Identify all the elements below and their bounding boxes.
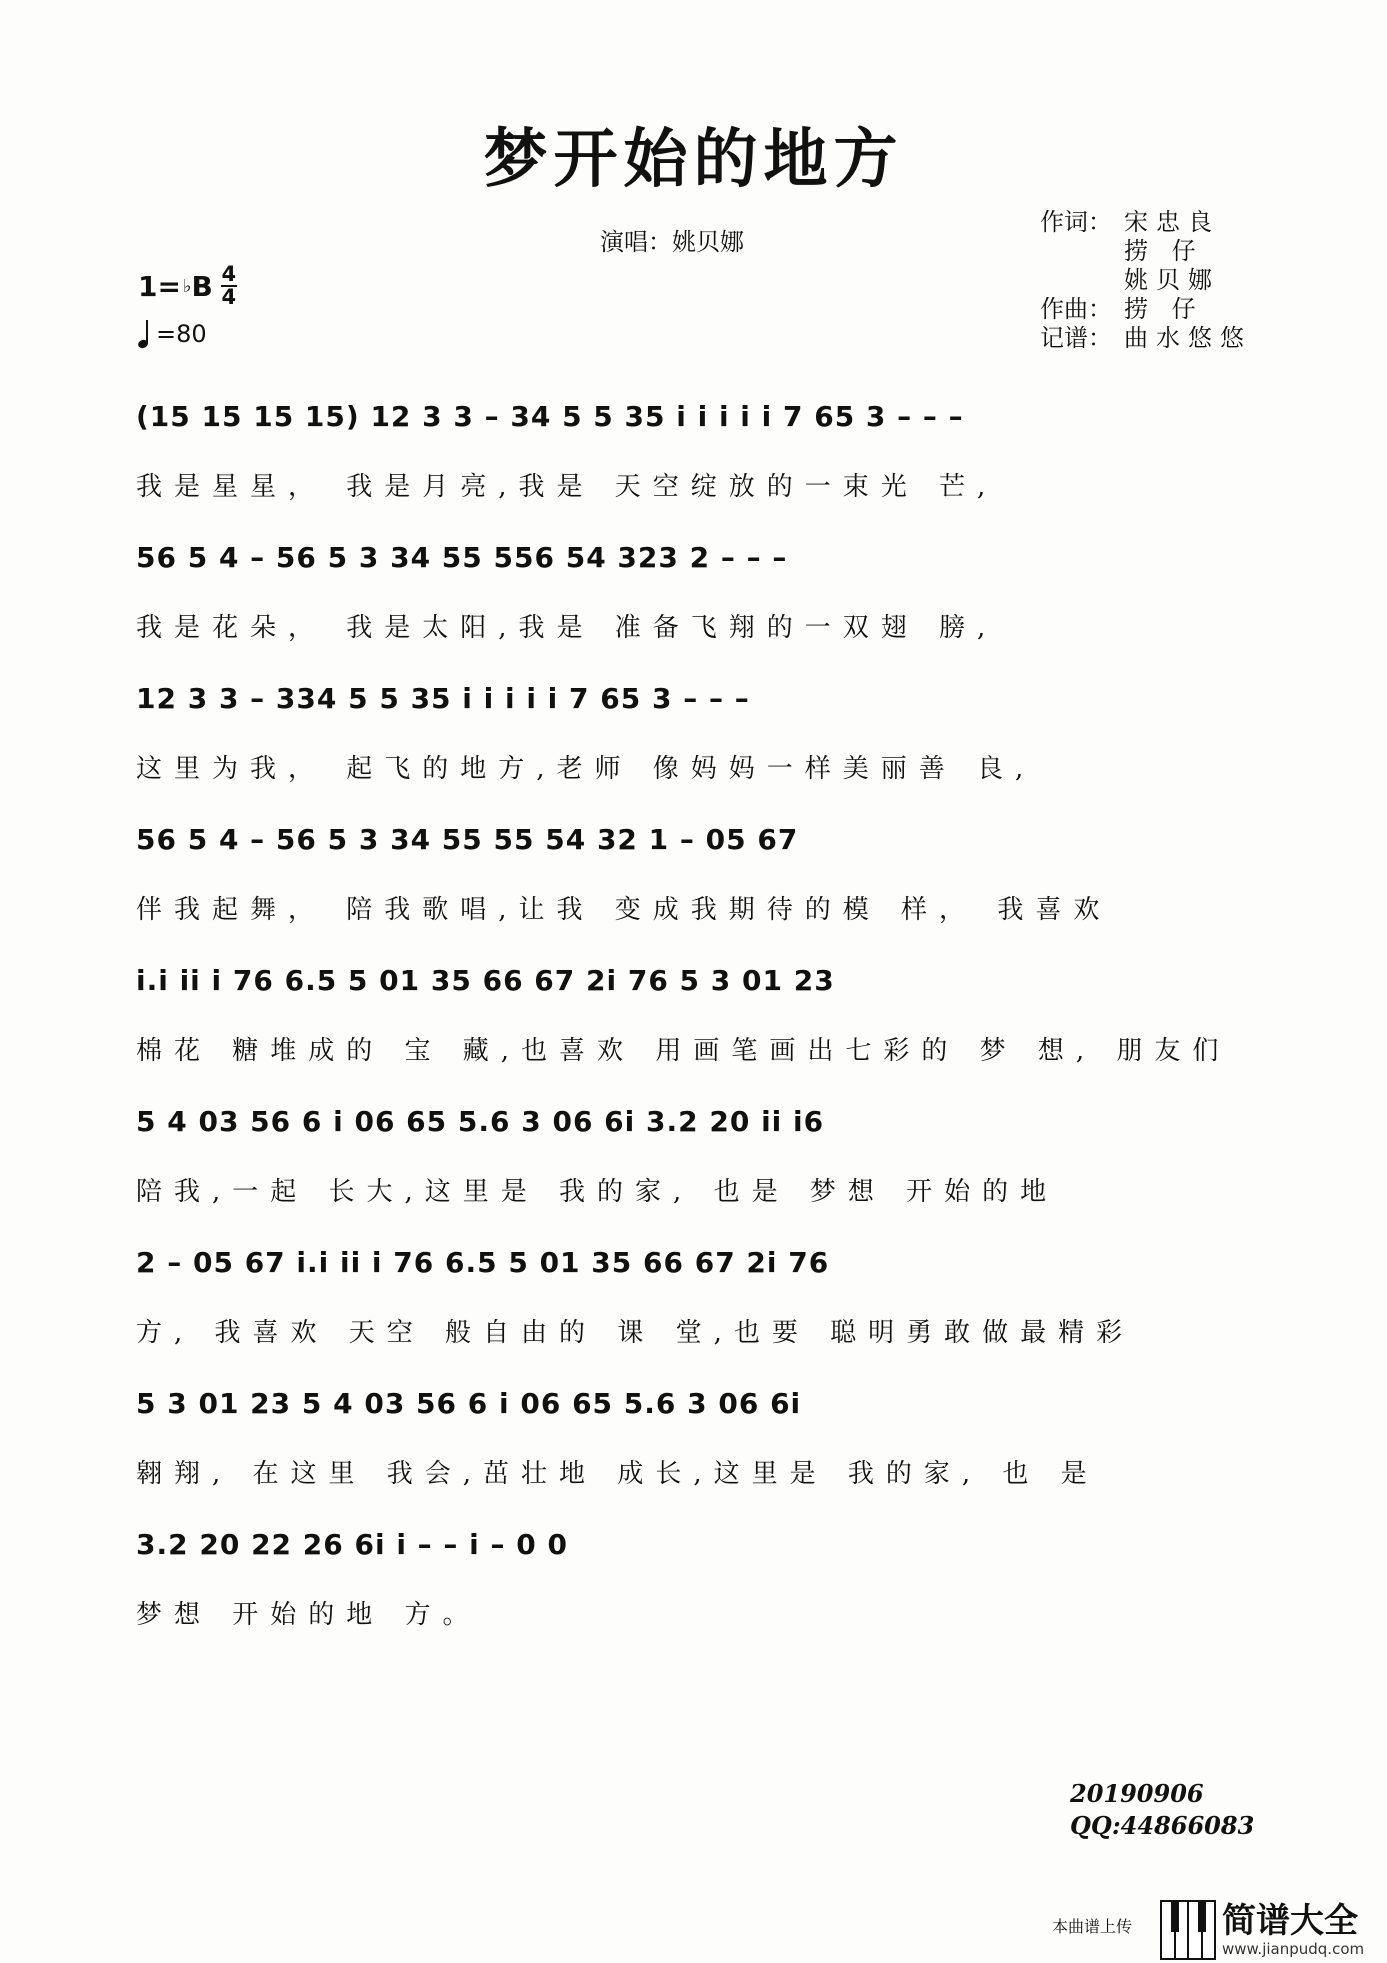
score-row (136, 1246, 1241, 1387)
quarter-note-icon (138, 320, 152, 348)
credit-row (1040, 237, 1252, 266)
notation-line: 3.2 20 22 26 6i i – – i – 0 0 (136, 1528, 568, 1561)
credit-value: 捞 仔 (1124, 295, 1204, 323)
score-row (136, 541, 1241, 682)
notation-line: 12 3 3 – 334 5 5 35 i i i i i 7 65 3 – – – (136, 682, 750, 715)
score-row (136, 1387, 1241, 1528)
lyric-line: 棉花 糖堆成的 宝 藏,也喜欢 用画笔画出七彩的 梦 想, 朋友们 (136, 1036, 1231, 1066)
score-row (136, 964, 1241, 1105)
piano-keys-icon (1160, 1900, 1216, 1960)
logo-url: www.jianpudq.com (1222, 1939, 1365, 1958)
lyric-line: 我是花朵， 我是太阳,我是 准备飞翔的一双翅 膀, (136, 613, 998, 643)
score-body (136, 400, 1241, 1669)
lyric-line: 这里为我， 起飞的地方,老师 像妈妈一样美丽善 良, (136, 754, 1036, 784)
credit-label (1040, 266, 1124, 295)
credit-label: 作曲： (1040, 295, 1112, 323)
notation-line: i.i ii i 76 6.5 5 01 35 66 67 2i 76 5 3 01 23 (136, 964, 835, 997)
credits-block (1040, 208, 1252, 353)
score-row (136, 400, 1241, 541)
credit-value: 宋忠良 (1124, 208, 1220, 236)
tempo-marking (138, 320, 207, 348)
transcription-info (1070, 1778, 1254, 1842)
credit-row (1040, 324, 1252, 353)
credit-label: 作词： (1040, 208, 1112, 236)
key-note: B (191, 269, 213, 303)
credit-row (1040, 266, 1252, 295)
score-row (136, 1528, 1241, 1669)
key-prefix: 1= (138, 269, 181, 303)
tempo-value: =80 (156, 320, 207, 348)
score-row (136, 1105, 1241, 1246)
notation-line: 56 5 4 – 56 5 3 34 55 556 54 323 2 – – – (136, 541, 788, 574)
notation-line: 56 5 4 – 56 5 3 34 55 55 54 32 1 – 05 67 (136, 823, 799, 856)
time-signature (221, 264, 237, 308)
source-note: 本曲谱上传 (1052, 1917, 1133, 1936)
score-row (136, 682, 1241, 823)
credit-label (1040, 237, 1124, 266)
notation-line: (15 15 15 15) 12 3 3 – 34 5 5 35 i i i i i 7 65 3 – – – (136, 400, 964, 433)
notation-line: 5 3 01 23 5 4 03 56 6 i 06 65 5.6 3 06 6i (136, 1387, 802, 1420)
credit-value: 捞 仔 (1124, 237, 1204, 265)
lyric-line: 我是星星， 我是月亮,我是 天空绽放的一束光 芒, (136, 472, 998, 502)
notation-line: 5 4 03 56 6 i 06 65 5.6 3 06 6i 3.2 20 ii i6 (136, 1105, 825, 1138)
transcription-date: 20190906 (1070, 1779, 1204, 1808)
key-signature (138, 264, 237, 308)
song-title: 梦开始的地方 (483, 122, 904, 197)
notation-line: 2 – 05 67 i.i ii i 76 6.5 5 01 35 66 67 2i 76 (136, 1246, 830, 1279)
contact-qq: QQ:44866083 (1070, 1811, 1255, 1840)
flat-symbol: ♭ (182, 275, 192, 297)
credit-row (1040, 295, 1252, 324)
site-logo[interactable] (1160, 1896, 1387, 1963)
time-top: 4 (221, 262, 237, 286)
score-row (136, 823, 1241, 964)
credit-value: 姚贝娜 (1124, 266, 1220, 294)
lyric-line: 方, 我喜欢 天空 般自由的 课 堂,也要 聪明勇敢做最精彩 (136, 1318, 1135, 1348)
credit-row (1040, 208, 1252, 237)
lyric-line: 伴我起舞， 陪我歌唱,让我 变成我期待的模 样， 我喜欢 (136, 895, 1112, 925)
lyric-line: 梦想 开始的地 方。 (136, 1600, 481, 1630)
time-bottom: 4 (221, 285, 237, 309)
lyric-line: 陪我,一起 长大,这里是 我的家, 也是 梦想 开始的地 (136, 1177, 1059, 1207)
singer-credit: 演唱：姚贝娜 (600, 228, 744, 256)
lyric-line: 翱翔, 在这里 我会,茁壮地 成长,这里是 我的家, 也 是 (136, 1459, 1099, 1489)
credit-value: 曲水悠悠 (1124, 324, 1252, 352)
logo-title: 简谱大全 (1222, 1900, 1358, 1941)
credit-label: 记谱： (1040, 324, 1112, 352)
